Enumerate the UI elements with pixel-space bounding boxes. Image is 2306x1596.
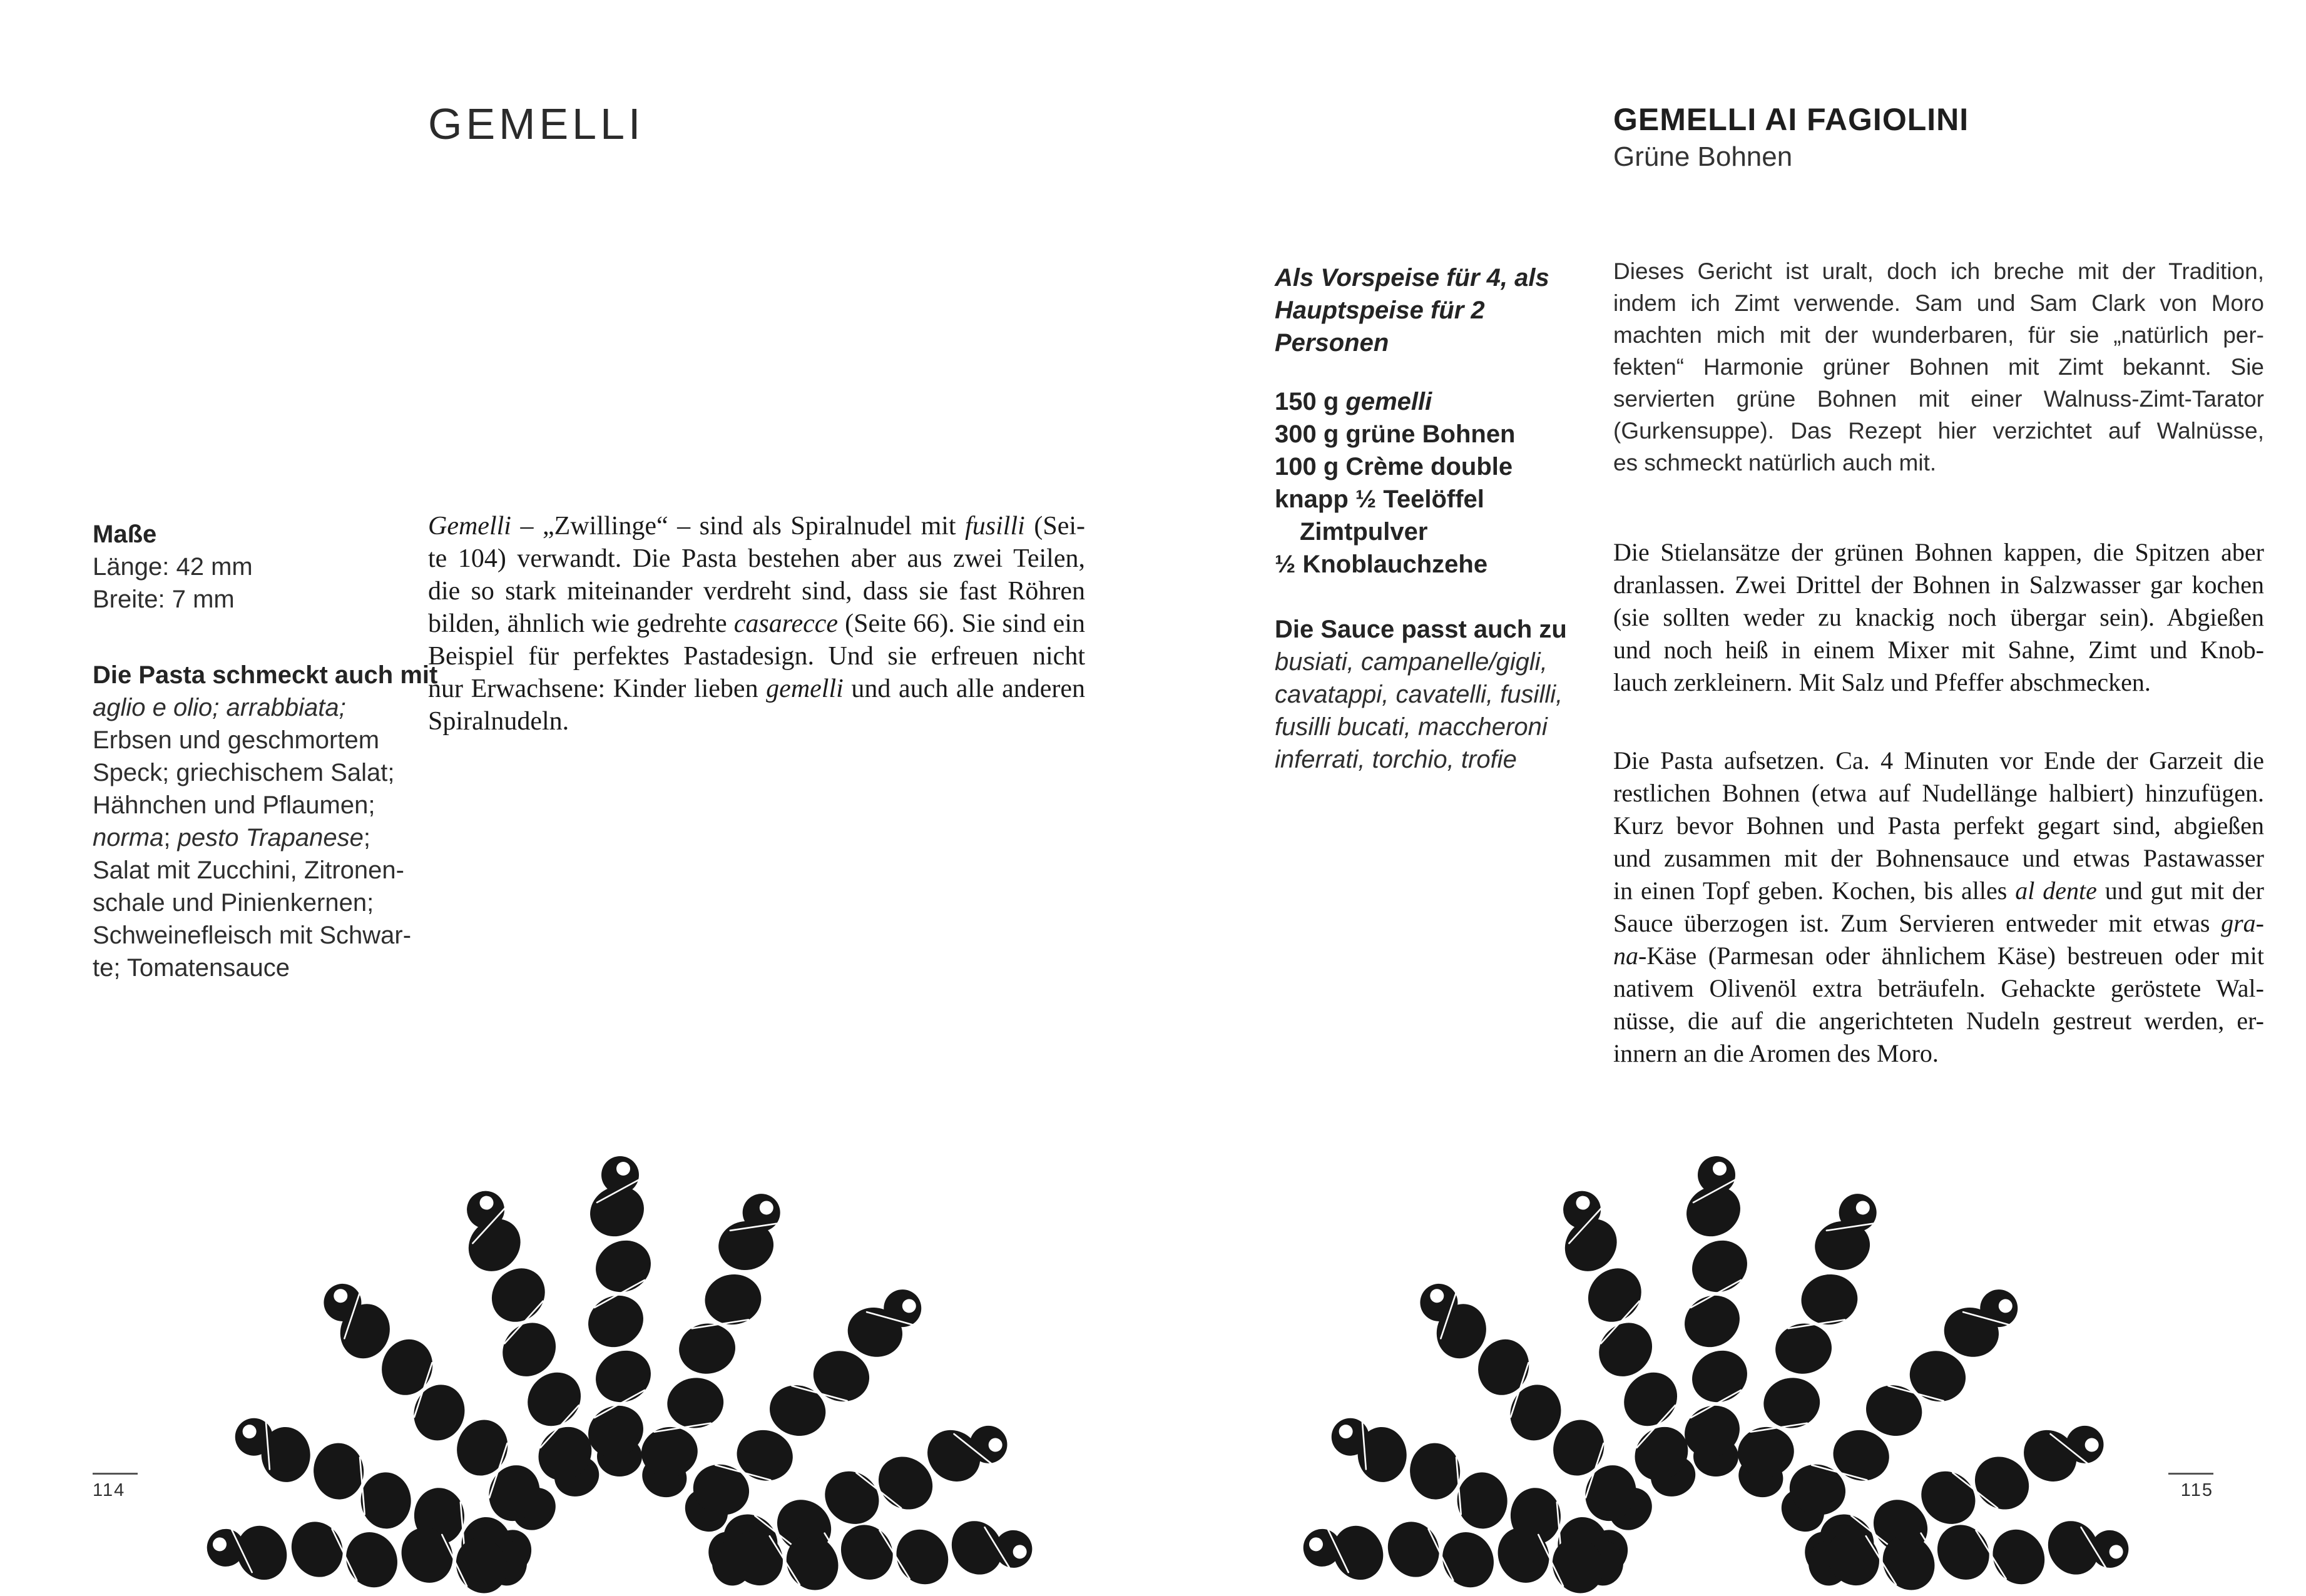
page-number: 115 [2180, 1480, 2213, 1500]
ingredient-list: 150 g gemelli 300 g grüne Bohnen 100 g Crème double knapp ½ Teelöffel Zimtpulver ½ Knoblauchzehe [1275, 388, 1516, 578]
recipe-intro: Dieses Gericht ist uralt, doch ich breche mit der Tradition, indem ich Zimt verwende. Sam und Sam Clark von Moro machten mich mit der wunderbaren, für sie „natürlich per- fekten“ Harmonie grüner Bohnen mit Zimt bekannt. Sie servierten grüne Bohnen mit einer Walnuss-Zimt-Tarator (Gurkensuppe). Das Rezept hier verzichtet auf Walnüsse, es schmeckt natürlich auch mit. [1613, 258, 2264, 475]
measurements-block [93, 518, 443, 984]
gemelli-description: Gemelli – „Zwillinge“ – sind als Spiralnudel mit fusilli (Sei- te 104) verwandt. Die Pasta bestehen aber aus zwei Teilen, die so stark miteinander verdreht sind, dass sie fast Röhren bilden, ähnlich wie gedrehte casarecce (Seite 66). Sie sind ein Beispiel für perfektes Pastadesign. Und sie erfreuen nicht nur Erwachsene: Kinder lieben gemelli und auch alle anderen Spiralnudeln. [428, 512, 1085, 736]
recipe-method-2: Die Pasta aufsetzen. Ca. 4 Minuten vor Ende der Garzeit die restlichen Bohnen (etwa auf Nudellänge halbiert) hinzufügen. Kurz bevor Bohnen und Pasta perfekt gegart sind, abgießen und zusammen mit der Bohnensauce und etwas Pastawasser in einen Topf geben. Kochen, bis alles al dente und gut mit der Sauce überzogen ist. Zum Servieren entweder mit etwas gra- na-Käse (Parmesan oder ähnlichem Käse) bestreuen oder mit nativem Olivenöl extra beträufeln. Gehackte geröstete Wal- nüsse, die auf die angerichteten Nudeln gestreut werden, er- innern an die Aromen des Moro. [1613, 746, 2264, 1067]
gemelli-fan-illustration [0, 1064, 2306, 1596]
gemelli-fan-right [1301, 1156, 2130, 1596]
sauce-pasta-list: busiati, campanelle/gigli, cavatappi, cavatelli, fusilli, fusilli bucati, maccheroni inferrati, torchio, trofie [1275, 648, 1563, 773]
recipe-title: GEMELLI AI FAGIOLINI [1613, 102, 1969, 137]
gemelli-fan-left [205, 1156, 1034, 1596]
page-number: 114 [93, 1480, 126, 1500]
measures-heading: Maße [93, 521, 157, 548]
pairings-heading: Die Pasta schmeckt auch mit [93, 661, 438, 689]
left-page-title: GEMELLI [428, 99, 645, 148]
serving-info: Als Vorspeise für 4, als Hauptspeise für 2 Personen [1275, 264, 1549, 357]
sauce-heading: Die Sauce passt auch zu [1275, 616, 1567, 643]
recipe-method-1: Die Stielansätze der grünen Bohnen kappen, die Spitzen aber dranlassen. Zwei Drittel der Bohnen in Salzwasser gar kochen (sie sollten weder zu knackig noch übergar sein). Abgießen und noch heiß in einem Mixer mit Sahne, Zimt und Knob- lauch zerkleinern. Mit Salz und Pfeffer abschmecken. [1613, 538, 2264, 696]
measures-lines: Länge: 42 mm Breite: 7 mm [93, 553, 253, 613]
recipe-subtitle: Grüne Bohnen [1613, 141, 1793, 172]
ingredients-block [1275, 262, 1600, 776]
pairings-lines: aglio e olio; arrabbiata; Erbsen und geschmortem Speck; griechischem Salat; Hähnchen und Pflaumen; norma; pesto Trapanese; Salat mit Zucchini, Zitronen- schale und Pinienkernen; Schweinefleisch mit Schwar- te; Tomatensauce [93, 694, 412, 982]
